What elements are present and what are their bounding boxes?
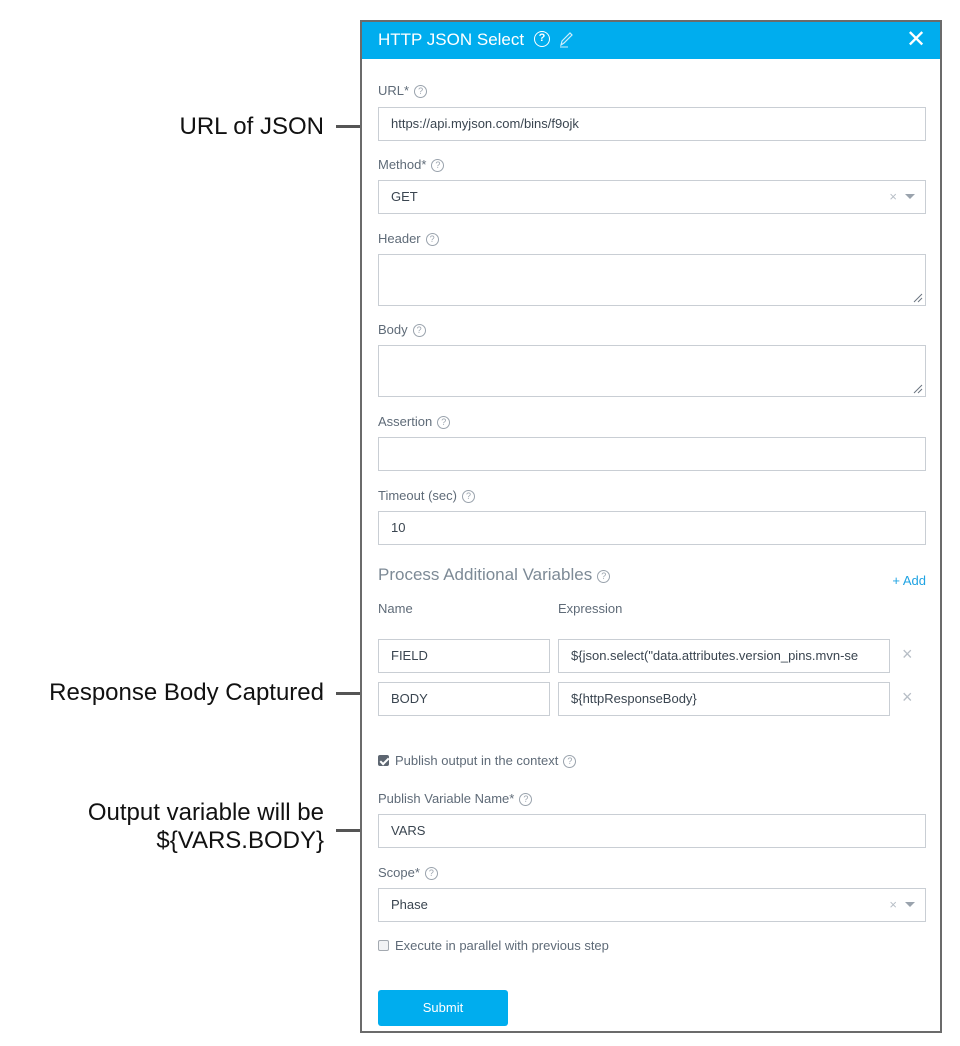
- variables-section-title: [378, 565, 610, 585]
- remove-variable-icon[interactable]: ×: [902, 644, 913, 664]
- edit-pencil-icon[interactable]: [558, 30, 574, 48]
- help-icon[interactable]: ?: [462, 490, 475, 503]
- method-select[interactable]: [378, 180, 926, 214]
- assertion-label-text: Assertion: [378, 414, 433, 429]
- scope-label: [378, 865, 438, 880]
- help-icon[interactable]: ?: [413, 324, 426, 337]
- publish-variable-name-text: Publish Variable Name*: [378, 791, 515, 806]
- execute-parallel-label: Execute in parallel with previous step: [395, 938, 609, 953]
- assertion-input[interactable]: [378, 437, 926, 471]
- chevron-down-icon[interactable]: [905, 194, 915, 199]
- header-label: [378, 231, 439, 246]
- scope-label-text: Scope*: [378, 865, 420, 880]
- method-value: GET: [391, 189, 418, 204]
- url-label-text: URL*: [378, 83, 410, 98]
- clear-icon[interactable]: ×: [889, 189, 897, 204]
- annotation-output: [30, 799, 324, 855]
- help-icon[interactable]: ?: [534, 31, 550, 47]
- variable-expression-input[interactable]: ${httpResponseBody}: [558, 682, 890, 716]
- name-column-header: Name: [378, 601, 413, 616]
- method-label: [378, 157, 444, 172]
- url-label: [378, 83, 427, 98]
- dialog-titlebar: [362, 22, 940, 59]
- help-icon[interactable]: ?: [437, 416, 450, 429]
- help-icon[interactable]: ?: [563, 755, 576, 768]
- resize-handle-icon[interactable]: [913, 293, 923, 303]
- remove-variable-icon[interactable]: ×: [902, 687, 913, 707]
- execute-parallel-row: [378, 938, 609, 953]
- annotation-response: Response Body Captured: [49, 679, 324, 706]
- annotation-output-line1: Output variable will be: [87, 799, 324, 826]
- close-icon[interactable]: ✕: [906, 26, 927, 53]
- execute-parallel-checkbox[interactable]: [378, 940, 389, 951]
- help-icon[interactable]: ?: [426, 233, 439, 246]
- url-input[interactable]: https://api.myjson.com/bins/f9ojk: [378, 107, 926, 141]
- timeout-label: [378, 488, 475, 503]
- publish-variable-name-label: [378, 791, 532, 806]
- publish-variable-name-input[interactable]: VARS: [378, 814, 926, 848]
- variables-title-text: Process Additional Variables: [378, 565, 593, 584]
- variable-name-input[interactable]: FIELD: [378, 639, 550, 673]
- http-json-select-dialog: [360, 20, 942, 1033]
- publish-output-checkbox[interactable]: [378, 755, 389, 766]
- publish-output-label: Publish output in the context: [395, 753, 559, 768]
- header-textarea[interactable]: [378, 254, 926, 306]
- annotation-output-line2: ${VARS.BODY}: [156, 827, 324, 854]
- submit-button[interactable]: Submit: [378, 990, 508, 1026]
- variable-name-input[interactable]: BODY: [378, 682, 550, 716]
- assertion-label: [378, 414, 450, 429]
- body-label-text: Body: [378, 322, 408, 337]
- body-label: [378, 322, 426, 337]
- clear-icon[interactable]: ×: [889, 897, 897, 912]
- scope-select-controls: [889, 889, 915, 921]
- timeout-label-text: Timeout (sec): [378, 488, 457, 503]
- annotation-url: URL of JSON: [179, 113, 324, 140]
- add-variable-button[interactable]: + Add: [892, 573, 926, 588]
- help-icon[interactable]: ?: [597, 570, 610, 583]
- chevron-down-icon[interactable]: [905, 902, 915, 907]
- help-icon[interactable]: ?: [519, 793, 532, 806]
- method-label-text: Method*: [378, 157, 427, 172]
- variable-expression-input[interactable]: ${json.select("data.attributes.version_pins.mvn-se: [558, 639, 890, 673]
- scope-select[interactable]: [378, 888, 926, 922]
- help-icon[interactable]: ?: [425, 867, 438, 880]
- resize-handle-icon[interactable]: [913, 384, 923, 394]
- publish-output-row: [378, 753, 576, 768]
- header-label-text: Header: [378, 231, 421, 246]
- method-select-controls: [889, 181, 915, 213]
- timeout-input[interactable]: 10: [378, 511, 926, 545]
- help-icon[interactable]: ?: [414, 85, 427, 98]
- help-icon[interactable]: ?: [431, 159, 444, 172]
- expression-column-header: Expression: [558, 601, 623, 616]
- scope-value: Phase: [391, 897, 428, 912]
- dialog-title: HTTP JSON Select: [378, 30, 525, 49]
- body-textarea[interactable]: [378, 345, 926, 397]
